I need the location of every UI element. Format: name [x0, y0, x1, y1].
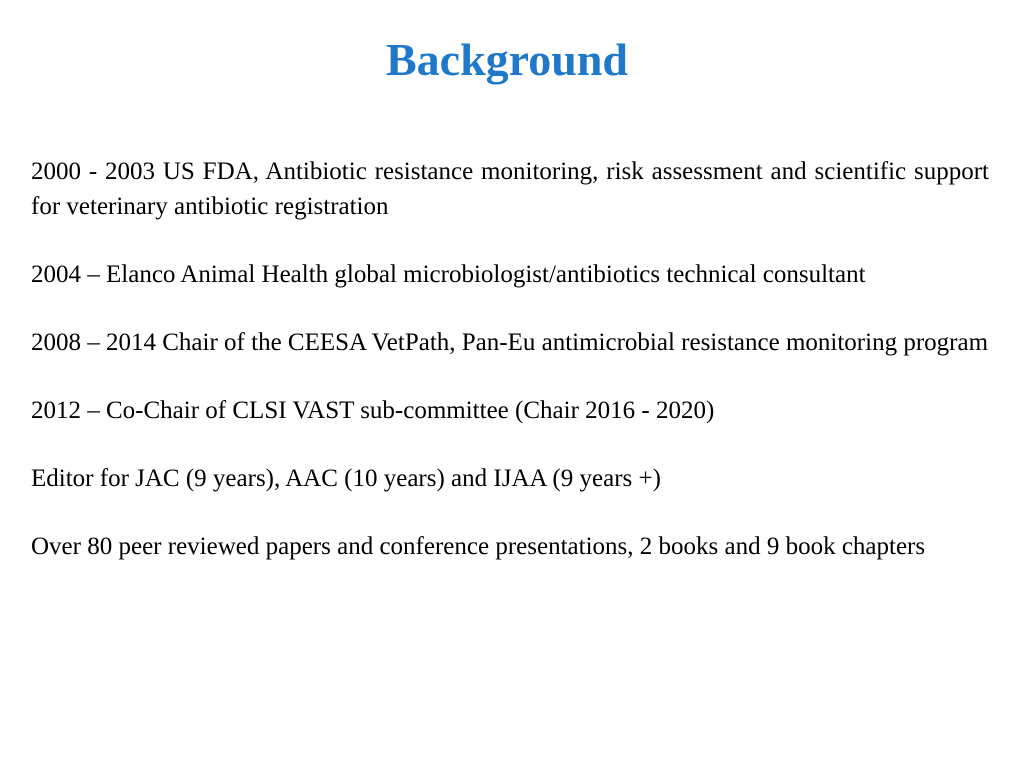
- paragraph-editor: Editor for JAC (9 years), AAC (10 years) and IJAA (9 years +): [31, 464, 661, 492]
- slide-title: Background: [385, 34, 629, 85]
- paragraph-clsi: 2012 – Co-Chair of CLSI VAST sub-committee (Chair 2016 - 2020): [31, 396, 715, 424]
- paragraph-publications: Over 80 peer reviewed papers and conference presentations, 2 books and 9 book chapters: [31, 532, 926, 560]
- paragraph-ceesa: 2008 – 2014 Chair of the CEESA VetPath, Pan-Eu antimicrobial resistance monitoring program: [31, 328, 989, 356]
- paragraph-elanco: 2004 – Elanco Animal Health global microbiologist/antibiotics technical consultant: [31, 260, 866, 288]
- paragraph-fda: 2000 - 2003 US FDA, Antibiotic resistance monitoring, risk assessment and scientific support for veterinary antibiotic registration: [31, 158, 989, 220]
- slide-body: [31, 155, 989, 598]
